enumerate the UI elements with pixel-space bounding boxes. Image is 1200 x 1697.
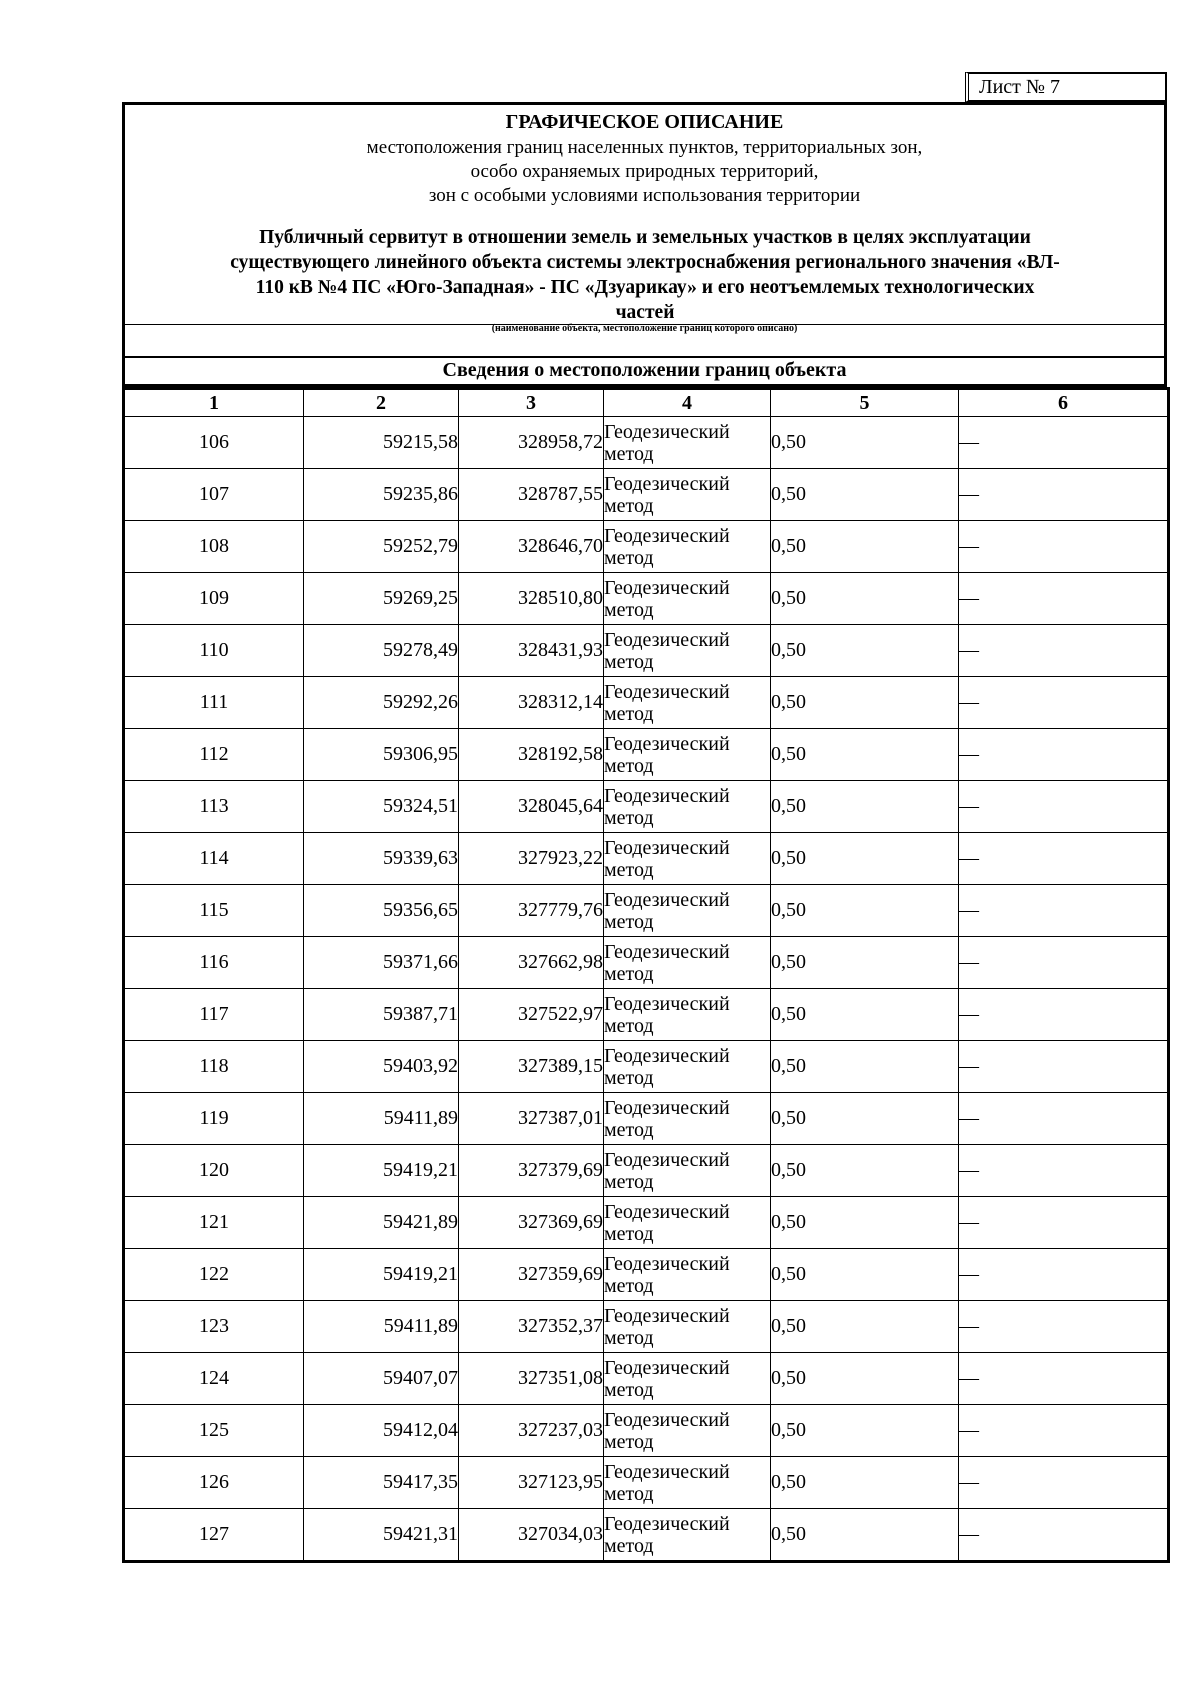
y-coordinate-cell: 327123,95 [459,1457,604,1509]
point-number-cell: 106 [124,417,304,469]
method-cell: Геодезический метод [604,729,771,781]
method-cell: Геодезический метод [604,1301,771,1353]
note-cell: — [959,1145,1169,1197]
accuracy-cell: 0,50 [771,885,959,937]
object-caption: (наименование объекта, местоположение границ которого описано) [491,323,798,334]
x-coordinate-cell: 59421,89 [304,1197,459,1249]
method-cell: Геодезический метод [604,1249,771,1301]
accuracy-cell: 0,50 [771,833,959,885]
y-coordinate-cell: 328510,80 [459,573,604,625]
point-number-cell: 125 [124,1405,304,1457]
object-line-4: частей [615,302,675,323]
document-title: ГРАФИЧЕСКОЕ ОПИСАНИЕ [505,111,784,133]
x-coordinate-cell: 59371,66 [304,937,459,989]
point-number-cell: 120 [124,1145,304,1197]
subtitle-line-1: местоположения границ населенных пунктов, территориальных зон, [366,137,923,158]
accuracy-cell: 0,50 [771,937,959,989]
x-coordinate-cell: 59215,58 [304,417,459,469]
y-coordinate-cell: 328431,93 [459,625,604,677]
method-cell: Геодезический метод [604,937,771,989]
accuracy-cell: 0,50 [771,417,959,469]
table-row [124,625,1169,677]
accuracy-cell: 0,50 [771,1041,959,1093]
point-number-cell: 107 [124,469,304,521]
table-row [124,885,1169,937]
subtitle-line-2: особо охраняемых природных территорий, [470,161,819,182]
section-title: Сведения о местоположении границ объекта [442,359,847,381]
accuracy-cell: 0,50 [771,729,959,781]
table-row [124,573,1169,625]
y-coordinate-cell: 327379,69 [459,1145,604,1197]
point-number-cell: 114 [124,833,304,885]
x-coordinate-cell: 59407,07 [304,1353,459,1405]
table-row [124,1353,1169,1405]
note-cell: — [959,885,1169,937]
x-coordinate-cell: 59411,89 [304,1301,459,1353]
note-cell: — [959,781,1169,833]
note-cell: — [959,1353,1169,1405]
table-row [124,417,1169,469]
point-number-cell: 113 [124,781,304,833]
y-coordinate-cell: 328646,70 [459,521,604,573]
method-cell: Геодезический метод [604,781,771,833]
x-coordinate-cell: 59269,25 [304,573,459,625]
table-row [124,469,1169,521]
table-header-row [124,389,1169,417]
x-coordinate-cell: 59419,21 [304,1145,459,1197]
note-cell: — [959,1197,1169,1249]
point-number-cell: 110 [124,625,304,677]
object-line-2: существующего линейного объекта системы электроснабжения регионального значения «ВЛ- [230,252,1060,273]
point-number-cell: 123 [124,1301,304,1353]
accuracy-cell: 0,50 [771,781,959,833]
accuracy-cell: 0,50 [771,989,959,1041]
note-cell: — [959,1301,1169,1353]
method-cell: Геодезический метод [604,417,771,469]
method-cell: Геодезический метод [604,521,771,573]
table-row [124,1145,1169,1197]
y-coordinate-cell: 327369,69 [459,1197,604,1249]
accuracy-cell: 0,50 [771,677,959,729]
x-coordinate-cell: 59412,04 [304,1405,459,1457]
method-cell: Геодезический метод [604,989,771,1041]
note-cell: — [959,1405,1169,1457]
object-line-3: 110 кВ №4 ПС «Юго-Западная» - ПС «Дзуарикау» и его неотъемлемых технологических [255,277,1035,298]
point-number-cell: 115 [124,885,304,937]
note-cell: — [959,521,1169,573]
method-cell: Геодезический метод [604,1457,771,1509]
note-cell: — [959,1509,1169,1562]
accuracy-cell: 0,50 [771,1301,959,1353]
note-cell: — [959,989,1169,1041]
divider [125,356,1164,358]
note-cell: — [959,677,1169,729]
note-cell: — [959,625,1169,677]
document-header [122,102,1167,387]
object-name [145,225,1145,325]
point-number-cell: 112 [124,729,304,781]
note-cell: — [959,1041,1169,1093]
table-row [124,521,1169,573]
accuracy-cell: 0,50 [771,1353,959,1405]
note-cell: — [959,1457,1169,1509]
accuracy-cell: 0,50 [771,521,959,573]
y-coordinate-cell: 328958,72 [459,417,604,469]
y-coordinate-cell: 328045,64 [459,781,604,833]
table-row [124,1301,1169,1353]
table-row [124,1405,1169,1457]
point-number-cell: 116 [124,937,304,989]
x-coordinate-cell: 59235,86 [304,469,459,521]
table-body [124,417,1169,1562]
table-row [124,833,1169,885]
method-cell: Геодезический метод [604,1405,771,1457]
y-coordinate-cell: 327237,03 [459,1405,604,1457]
table-row [124,677,1169,729]
x-coordinate-cell: 59421,31 [304,1509,459,1562]
accuracy-cell: 0,50 [771,1457,959,1509]
x-coordinate-cell: 59339,63 [304,833,459,885]
note-cell: — [959,937,1169,989]
note-cell: — [959,417,1169,469]
table-row [124,989,1169,1041]
y-coordinate-cell: 327359,69 [459,1249,604,1301]
column-header: 6 [959,389,1169,417]
x-coordinate-cell: 59306,95 [304,729,459,781]
point-number-cell: 109 [124,573,304,625]
y-coordinate-cell: 327034,03 [459,1509,604,1562]
point-number-cell: 124 [124,1353,304,1405]
y-coordinate-cell: 327522,97 [459,989,604,1041]
table-row [124,1093,1169,1145]
x-coordinate-cell: 59411,89 [304,1093,459,1145]
accuracy-cell: 0,50 [771,1145,959,1197]
x-coordinate-cell: 59292,26 [304,677,459,729]
x-coordinate-cell: 59252,79 [304,521,459,573]
x-coordinate-cell: 59278,49 [304,625,459,677]
table-row [124,1457,1169,1509]
y-coordinate-cell: 327387,01 [459,1093,604,1145]
sheet-number-label: Лист № 7 [979,76,1060,98]
method-cell: Геодезический метод [604,1093,771,1145]
y-coordinate-cell: 328192,58 [459,729,604,781]
accuracy-cell: 0,50 [771,1249,959,1301]
point-number-cell: 119 [124,1093,304,1145]
accuracy-cell: 0,50 [771,1197,959,1249]
method-cell: Геодезический метод [604,1145,771,1197]
point-number-cell: 117 [124,989,304,1041]
table-row [124,729,1169,781]
x-coordinate-cell: 59356,65 [304,885,459,937]
coordinates-table [122,387,1170,1563]
method-cell: Геодезический метод [604,625,771,677]
y-coordinate-cell: 327389,15 [459,1041,604,1093]
x-coordinate-cell: 59387,71 [304,989,459,1041]
column-header: 4 [604,389,771,417]
table-row [124,1509,1169,1562]
y-coordinate-cell: 328787,55 [459,469,604,521]
note-cell: — [959,573,1169,625]
column-header: 1 [124,389,304,417]
y-coordinate-cell: 327923,22 [459,833,604,885]
point-number-cell: 111 [124,677,304,729]
method-cell: Геодезический метод [604,885,771,937]
method-cell: Геодезический метод [604,677,771,729]
table-row [124,1041,1169,1093]
column-header: 2 [304,389,459,417]
point-number-cell: 118 [124,1041,304,1093]
method-cell: Геодезический метод [604,833,771,885]
x-coordinate-cell: 59324,51 [304,781,459,833]
note-cell: — [959,1249,1169,1301]
point-number-cell: 127 [124,1509,304,1562]
y-coordinate-cell: 327352,37 [459,1301,604,1353]
method-cell: Геодезический метод [604,1041,771,1093]
accuracy-cell: 0,50 [771,1093,959,1145]
x-coordinate-cell: 59419,21 [304,1249,459,1301]
accuracy-cell: 0,50 [771,1509,959,1562]
accuracy-cell: 0,50 [771,625,959,677]
y-coordinate-cell: 328312,14 [459,677,604,729]
table-row [124,937,1169,989]
point-number-cell: 126 [124,1457,304,1509]
object-line-1: Публичный сервитут в отношении земель и земельных участков в целях эксплуатации [259,227,1031,248]
method-cell: Геодезический метод [604,573,771,625]
y-coordinate-cell: 327779,76 [459,885,604,937]
accuracy-cell: 0,50 [771,573,959,625]
x-coordinate-cell: 59417,35 [304,1457,459,1509]
note-cell: — [959,729,1169,781]
subtitle-line-3: зон с особыми условиями использования территории [428,185,861,206]
column-header: 3 [459,389,604,417]
note-cell: — [959,1093,1169,1145]
y-coordinate-cell: 327662,98 [459,937,604,989]
note-cell: — [959,833,1169,885]
method-cell: Геодезический метод [604,1509,771,1562]
method-cell: Геодезический метод [604,1197,771,1249]
accuracy-cell: 0,50 [771,1405,959,1457]
note-cell: — [959,469,1169,521]
y-coordinate-cell: 327351,08 [459,1353,604,1405]
sheet-number [965,72,1167,102]
column-header: 5 [771,389,959,417]
point-number-cell: 108 [124,521,304,573]
point-number-cell: 121 [124,1197,304,1249]
table-row [124,1197,1169,1249]
x-coordinate-cell: 59403,92 [304,1041,459,1093]
table-row [124,1249,1169,1301]
point-number-cell: 122 [124,1249,304,1301]
table-row [124,781,1169,833]
method-cell: Геодезический метод [604,1353,771,1405]
method-cell: Геодезический метод [604,469,771,521]
accuracy-cell: 0,50 [771,469,959,521]
